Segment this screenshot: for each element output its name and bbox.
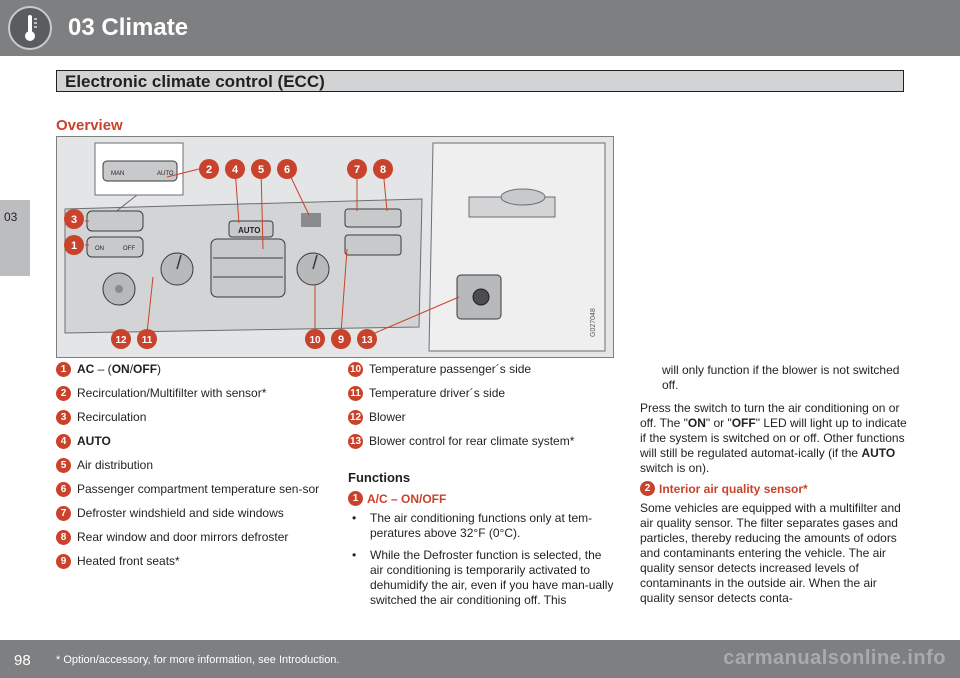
legend-number: 10 [349, 364, 362, 375]
legend-text: AUTO [77, 434, 111, 448]
bullet-continuation: will only function if the blower is not switched off. [662, 363, 900, 392]
list-item [348, 386, 618, 401]
legend-text: Heated front seats* [77, 554, 180, 568]
legend-list-right [348, 362, 618, 458]
list-item [56, 530, 326, 545]
section-header-title: Electronic climate control (ECC) [65, 72, 325, 91]
heading-number: 2 [640, 481, 655, 496]
callout-11: 11 [141, 335, 153, 346]
legend-number: 8 [56, 530, 71, 545]
heading-text: A/C – ON/OFF [367, 491, 447, 506]
legend-text: Recirculation/Multifilter with sensor* [77, 386, 267, 400]
callout-1: 1 [70, 240, 78, 252]
legend-number: 4 [56, 434, 71, 449]
control-panel-figure [56, 136, 614, 358]
list-item [56, 554, 326, 569]
legend-text: Rear window and door mirrors defroster [77, 530, 289, 544]
callout-5: 5 [257, 164, 265, 176]
ac-paragraph: Press the switch to turn the air conditioning on or off. The "ON" or "OFF" LED will light up to indicate if the system is switched on or off. Other functions will still be regulated automat-ically (if the AUTO switch is on). [640, 401, 907, 475]
legend-list-left [56, 362, 326, 578]
heading-text: Interior air quality sensor* [659, 481, 808, 496]
page-footer [0, 640, 960, 678]
list-item [56, 362, 326, 377]
list-item [56, 458, 326, 473]
legend-text: Temperature passenger´s side [369, 362, 532, 376]
figure-code: G027048 [590, 308, 597, 337]
list-item [348, 362, 618, 377]
callout-12: 12 [115, 335, 127, 346]
legend-text: Air distribution [77, 458, 154, 472]
callout-7: 7 [353, 164, 361, 176]
list-item [56, 506, 326, 521]
legend-number: 7 [56, 506, 71, 521]
legend-number: 3 [56, 410, 71, 425]
chapter-title: 03 Climate [68, 14, 189, 41]
heading-number: 1 [348, 491, 363, 506]
main-auto-label-auto: AUTO [157, 171, 174, 177]
legend-text: Defroster windshield and side windows [77, 506, 284, 520]
chapter-side-tab-label: 03 [4, 210, 18, 224]
thermometer-icon [8, 6, 52, 50]
legend-number: 1 [56, 362, 71, 377]
list-item: • The air conditioning functions only at tem-peratures above 32°F (0°C). [350, 511, 618, 541]
footnote: * Option/accessory, for more information, see Introduction. [56, 654, 340, 666]
callout-10: 10 [309, 335, 321, 346]
air-quality-paragraph: Some vehicles are equipped with a multifilter and air quality sensor. The filter separates gases and particles, thereby reducing the amounts of odors and contaminants entering the vehicle. The air quality sensor detects increased levels of contaminants in the outside air. When the air quality sensor detects conta- [640, 501, 901, 605]
callout-13: 13 [361, 335, 373, 346]
section-header-bar [56, 70, 904, 92]
legend-number: 5 [56, 458, 71, 473]
legend-number: 12 [349, 412, 362, 423]
chapter-header [0, 0, 960, 56]
page-number: 98 [14, 652, 31, 669]
list-item [348, 410, 618, 425]
list-item [56, 482, 326, 497]
overview-heading: Overview [56, 117, 123, 134]
callout-8: 8 [379, 164, 387, 176]
legend-number: 6 [56, 482, 71, 497]
legend-text: Recirculation [77, 410, 147, 424]
air-quality-sensor-heading [640, 481, 808, 496]
legend-text: Blower control for rear climate system* [369, 434, 575, 448]
list-item [56, 434, 326, 449]
legend-text: AC – (ON/OFF) [77, 362, 162, 376]
callout-3: 3 [70, 214, 78, 226]
watermark: carmanualsonline.info [723, 647, 946, 669]
legend-text: Temperature driver´s side [369, 386, 506, 400]
legend-text: Blower [369, 410, 406, 424]
functions-heading: Functions [348, 470, 411, 485]
chapter-side-tab [0, 200, 30, 276]
legend-text: Passenger compartment temperature sen-sor [77, 482, 320, 496]
ac-off-label: OFF [123, 246, 135, 252]
legend-number: 9 [56, 554, 71, 569]
callout-2: 2 [205, 164, 213, 176]
ac-on-off-heading [348, 491, 446, 506]
list-item: • While the Defroster function is selected, the air conditioning is temporarily activated to dehumidify the air, even if you have man-ually switched the air conditioning off. This [350, 548, 618, 608]
legend-number: 2 [56, 386, 71, 401]
list-item [56, 386, 326, 401]
control-panel-illustration [57, 137, 613, 357]
callout-9: 9 [337, 334, 345, 346]
list-item [56, 410, 326, 425]
legend-number: 13 [349, 436, 362, 447]
auto-button-label: AUTO [238, 226, 261, 235]
callout-4: 4 [231, 164, 239, 176]
legend-number: 11 [348, 386, 363, 401]
ac-on-label: ON [95, 246, 104, 252]
ac-bullet-list [350, 511, 618, 615]
callout-6: 6 [283, 164, 291, 176]
list-item [348, 434, 618, 449]
main-auto-label-man: MAN [111, 171, 125, 177]
